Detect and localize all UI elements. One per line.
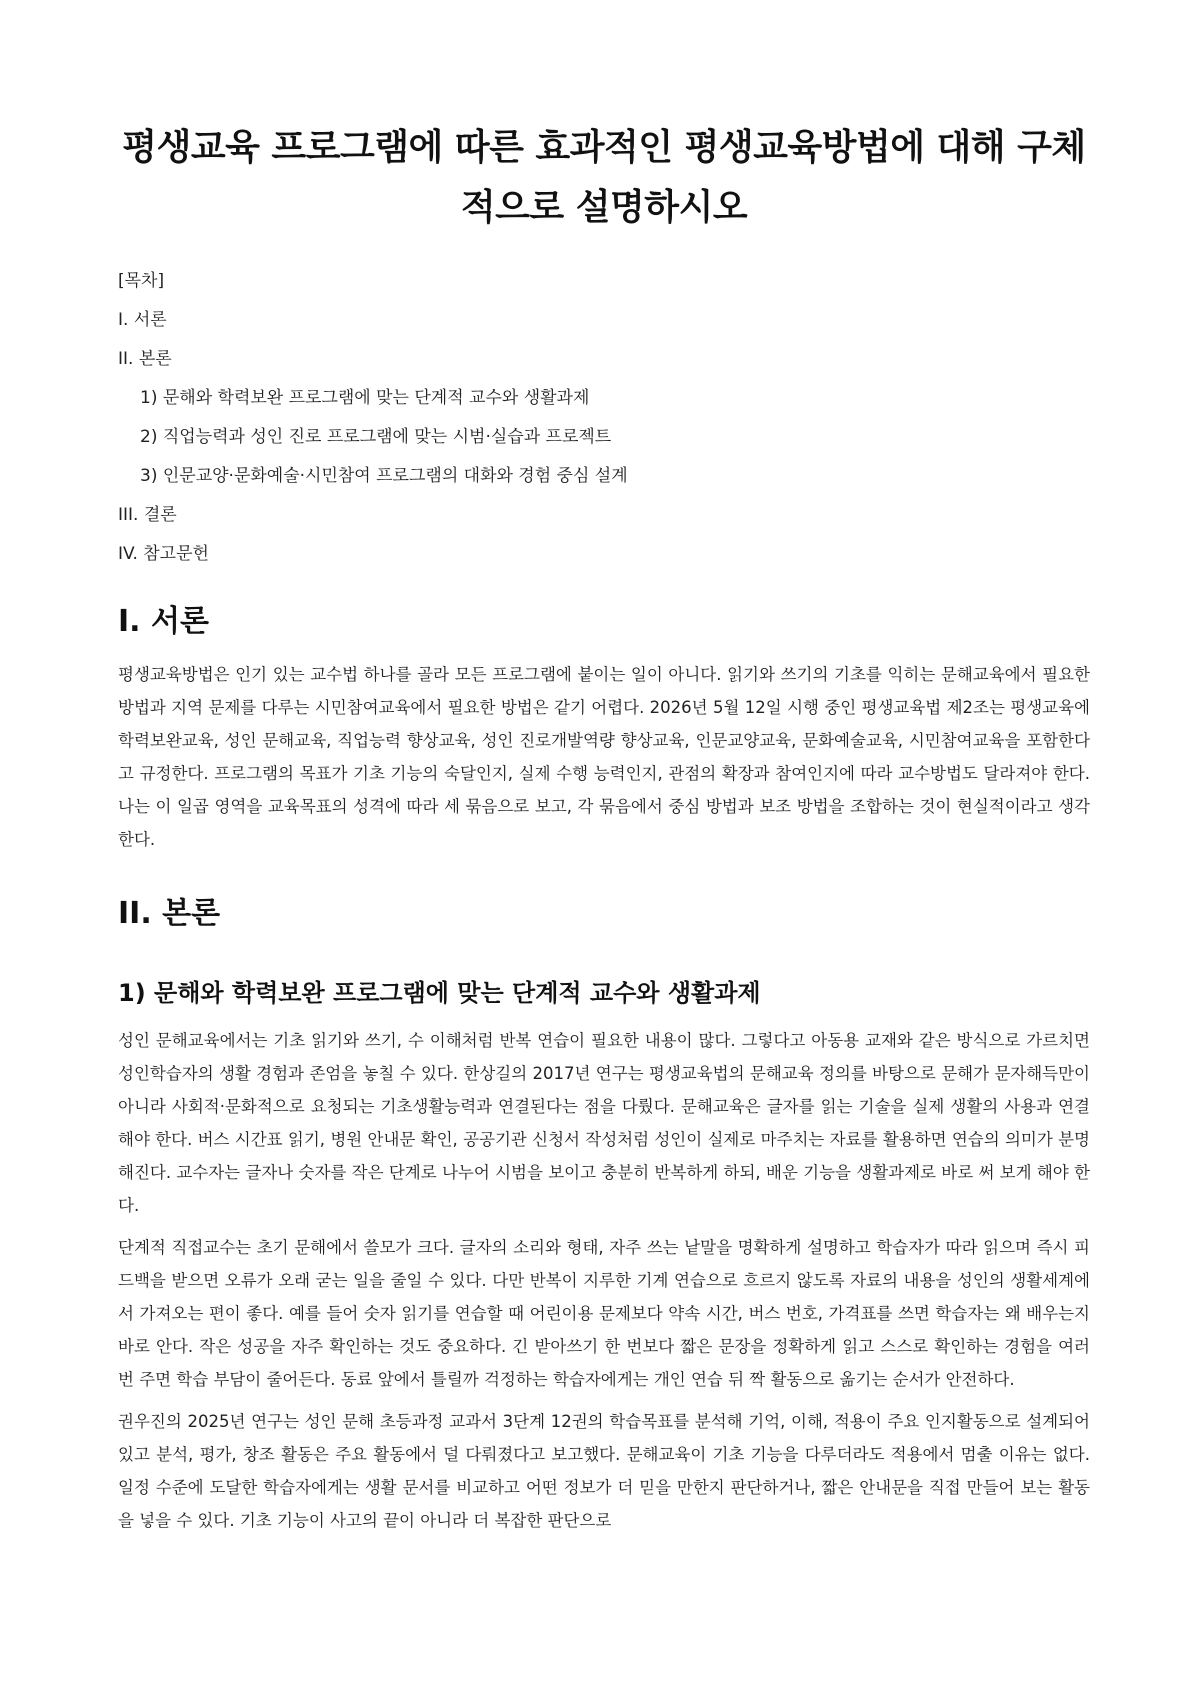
body-heading: II. 본론: [118, 896, 221, 931]
section-1-paragraph: 권우진의 2025년 연구는 성인 문해 초등과정 교과서 3단계 12권의 학습목표를 분석해 기억, 이해, 적용이 주요 인지활동으로 설계되어 있고 분석, 평가, 창조 활동은 주요 활동에서 덜 다뤄졌다고 보고했다. 문해교육이 기초 기능을 다루더라도 적용에서 멈출 이유는 없다. 일정 수준에 도달한 학습자에게는 생활 문서를 비교하고 어떤 정보가 더 믿을 만한지 판단하거나, 짧은 안내문을 직접 만들어 보는 활동을 넣을 수 있다. 기초 기능이 사고의 끝이 아니라 더 복잡한 판단으로: [118, 1412, 1090, 1530]
section-1-heading: 1) 문해와 학력보완 프로그램에 맞는 단계적 교수와 생활과제: [118, 979, 761, 1007]
table-of-contents: [118, 262, 1090, 574]
document-title: 평생교육 프로그램에 따른 효과적인 평생교육방법에 대해 구체적으로 설명하시오: [122, 127, 1086, 228]
toc-item-conclusion: III. 결론: [118, 505, 177, 525]
toc-label: [목차]: [118, 271, 165, 291]
toc-item-references: IV. 참고문헌: [118, 544, 209, 564]
toc-item-body-section-2: 2) 직업능력과 성인 진로 프로그램에 맞는 시범·실습과 프로젝트: [140, 427, 612, 447]
toc-item-body-section-1: 1) 문해와 학력보완 프로그램에 맞는 단계적 교수와 생활과제: [140, 388, 590, 408]
toc-item-introduction: I. 서론: [118, 310, 167, 330]
toc-item-body: II. 본론: [118, 349, 172, 369]
section-1-paragraph: 성인 문해교육에서는 기초 읽기와 쓰기, 수 이해처럼 반복 연습이 필요한 내용이 많다. 그렇다고 아동용 교재와 같은 방식으로 가르치면 성인학습자의 생활 경험과 존엄을 놓칠 수 있다. 한상길의 2017년 연구는 평생교육법의 문해교육 정의를 바탕으로 문해가 문자해득만이 아니라 사회적·문화적으로 요청되는 기초생활능력과 연결된다는 점을 다뤘다. 문해교육은 글자를 읽는 기술을 실제 생활의 사용과 연결해야 한다. 버스 시간표 읽기, 병원 안내문 확인, 공공기관 신청서 작성처럼 성인이 실제로 마주치는 자료를 활용하면 연습의 의미가 분명해진다. 교수자는 글자나 숫자를 작은 단계로 나누어 시범을 보이고 충분히 반복하게 하되, 배운 기능을 생활과제로 바로 써 보게 해야 한다.: [118, 1031, 1090, 1215]
toc-item-body-section-3: 3) 인문교양·문화예술·시민참여 프로그램의 대화와 경험 중심 설계: [140, 466, 628, 486]
section-1-paragraph: 단계적 직접교수는 초기 문해에서 쓸모가 크다. 글자의 소리와 형태, 자주 쓰는 낱말을 명확하게 설명하고 학습자가 따라 읽으며 즉시 피드백을 받으면 오류가 오래 굳는 일을 줄일 수 있다. 다만 반복이 지루한 기계 연습으로 흐르지 않도록 자료의 내용을 성인의 생활세계에서 가져오는 편이 좋다. 예를 들어 숫자 읽기를 연습할 때 어린이용 문제보다 약속 시간, 버스 번호, 가격표를 쓰면 학습자는 왜 배우는지 바로 안다. 작은 성공을 자주 확인하는 것도 중요하다. 긴 받아쓰기 한 번보다 짧은 문장을 정확하게 읽고 스스로 확인하는 경험을 여러 번 주면 학습 부담이 줄어든다. 동료 앞에서 틀릴까 걱정하는 학습자에게는 개인 연습 뒤 짝 활동으로 옮기는 순서가 안전하다.: [118, 1238, 1090, 1389]
introduction-heading: I. 서론: [118, 604, 209, 639]
introduction-paragraph: 평생교육방법은 인기 있는 교수법 하나를 골라 모든 프로그램에 붙이는 일이 아니다. 읽기와 쓰기의 기초를 익히는 문해교육에서 필요한 방법과 지역 문제를 다루는 시민참여교육에서 필요한 방법은 같기 어렵다. 2026년 5월 12일 시행 중인 평생교육법 제2조는 평생교육에 학력보완교육, 성인 문해교육, 직업능력 향상교육, 성인 진로개발역량 향상교육, 인문교양교육, 문화예술교육, 시민참여교육을 포함한다고 규정한다. 프로그램의 목표가 기초 기능의 숙달인지, 실제 수행 능력인지, 관점의 확장과 참여인지에 따라 교수방법도 달라져야 한다. 나는 이 일곱 영역을 교육목표의 성격에 따라 세 묶음으로 보고, 각 묶음에서 중심 방법과 보조 방법을 조합하는 것이 현실적이라고 생각한다.: [118, 665, 1090, 849]
